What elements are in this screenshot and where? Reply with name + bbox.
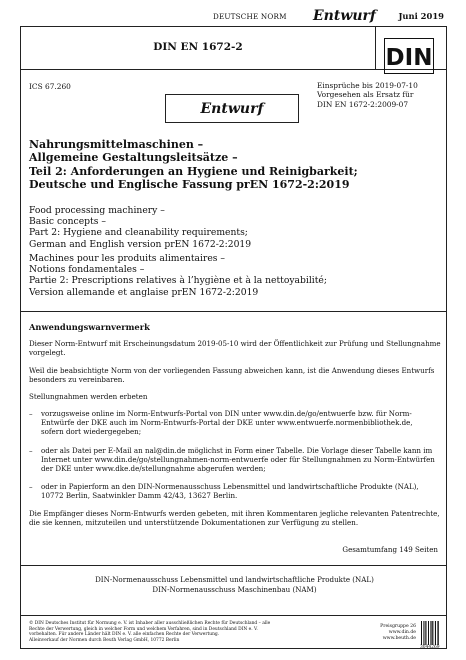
title-line: Part 2: Hygiene and cleanability requirements; (29, 227, 248, 239)
replaces-line-1: Vorgesehen als Ersatz für (317, 90, 414, 100)
dash-bullet: – (29, 446, 33, 455)
title-line: Basic concepts – (29, 216, 106, 228)
warning-paragraph: Dieser Norm-Entwurf mit Erscheinungsdatum 2019-05-10 wird der Öffentlichkeit zur Prüfung und Stellungnahme vorgelegt. (29, 339, 441, 358)
committee-line: DIN-Normenausschuss Lebensmittel und landwirtschaftliche Produkte (NAL) (95, 575, 374, 584)
title-line: Machines pour les produits alimentaires – (29, 253, 225, 264)
copyright-line: vorbehalten. Für andere Länder hält DIN e. V. alle einfachen Rechte der Verwertung. (29, 632, 220, 638)
beuth-url-link[interactable]: www.beuth.de (382, 635, 416, 641)
warning-paragraph: Stellungnahmen werden erbeten (29, 392, 148, 401)
copyright-notice (29, 621, 369, 643)
title-line: Notions fondamentales – (29, 264, 145, 276)
title-french (29, 253, 439, 298)
copyright-line: Alleinverkauf der Normen durch Beuth Verlag GmbH, 10772 Berlin (29, 637, 180, 643)
divider (375, 27, 376, 69)
title-line: Deutsche und Englische Fassung prEN 1672-2:2019 (29, 178, 350, 192)
title-line: Food processing machinery – (29, 205, 165, 216)
draft-status-box: Entwurf (165, 94, 299, 123)
title-line: Version allemande et anglaise prEN 1672-2:2019 (29, 286, 259, 298)
divider (21, 311, 446, 312)
barcode-icon (421, 621, 439, 645)
title-line: Teil 2: Anforderungen an Hygiene und Reinigbarkeit; (29, 164, 358, 178)
replaces-line-2: DIN EN 1672-2:2009-07 (317, 99, 409, 109)
title-line: Partie 2: Prescriptions relatives à l’hygiène et à la nettoyabilité; (29, 275, 327, 287)
running-header (20, 8, 446, 26)
order-number: 3044269 (420, 645, 440, 650)
title-line: Nahrungsmittelmaschinen – (29, 138, 204, 151)
copyright-line: Rechte der Verwertung, gleich in welcher Form und welchem Verfahren, sind in Deutschland DIN e. V. (29, 626, 258, 632)
committee-line: DIN-Normenausschuss Maschinenbau (NAM) (152, 585, 317, 594)
price-info (376, 624, 416, 641)
dash-bullet: – (29, 482, 33, 491)
title-german (29, 138, 429, 192)
warning-paragraph: Die Empfänger dieses Norm-Entwurfs werden gebeten, mit ihren Kommentaren jegliche relevanten Patentrechte, die sie kennen, mitzuteilen und unterstützende Dokumentationen zur Verfügung zu stellen. (29, 509, 440, 528)
title-line: German and English version prEN 1672-2:2019 (29, 238, 252, 250)
status-label: Entwurf (313, 8, 376, 24)
title-english (29, 205, 429, 250)
title-line: Allgemeine Gestaltungsleitsätze – (29, 151, 238, 165)
warning-heading: Anwendungswarnvermerk (29, 322, 150, 332)
din-url-link[interactable]: www.din.de (388, 629, 416, 635)
ics-code: ICS 67.260 (29, 82, 71, 91)
warning-paragraph: Weil die beabsichtigte Norm von der vorliegenden Fassung abweichen kann, ist die Anwendung dieses Entwurfs besonders zu vereinbaren. (29, 366, 435, 385)
document-number: DIN EN 1672-2 (153, 41, 243, 53)
price-group: Preisgruppe 26 (380, 624, 416, 629)
committees (21, 575, 448, 595)
divider (21, 69, 446, 70)
list-item-text: oder als Datei per E-Mail an nal@din.de möglichst in Form einer Tabelle. Die Vorlage dieser Tabelle kann im Internet unter www.din.de/go/stellungnahmen-norm-entwuerfe oder für Stellungnahmen zu Norm-Entwürfen der DKE unter www.dke.de/stellungnahme abgerufen werden; (41, 446, 435, 474)
divider (21, 615, 446, 616)
norm-label: DEUTSCHE NORM (213, 12, 287, 21)
divider (21, 565, 446, 566)
objection-deadline: Einsprüche bis 2019-07-10 (317, 81, 418, 90)
page-count: Gesamtumfang 149 Seiten (342, 545, 438, 554)
copyright-line: © DIN Deutsches Institut für Normung e. V. ist Inhaber aller ausschließlichen Rechte für Deutschland – alle (29, 621, 271, 626)
dash-bullet: – (29, 409, 33, 418)
din-logo-text: DIN (385, 45, 433, 71)
issue-date: Juni 2019 (398, 11, 444, 21)
cover-frame (20, 26, 447, 649)
list-item-text: vorzugsweise online im Norm-Entwurfs-Portal von DIN unter www.din.de/go/entwuerfe bzw. für Norm-Entwürfe der DKE auch im Norm-Entwurfs-Portal der DKE unter www.entwuerfe.normenbibliothek.de, sofern dort wiedergegeben; (41, 409, 413, 437)
replacement-info (317, 81, 418, 109)
list-item-text: oder in Papierform an den DIN-Normenausschuss Lebensmittel und landwirtschaftliche Produkte (NAL), 10772 Berlin, Saatwinkler Damm 42/43, 13627 Berlin. (41, 482, 419, 501)
din-logo (384, 38, 434, 74)
